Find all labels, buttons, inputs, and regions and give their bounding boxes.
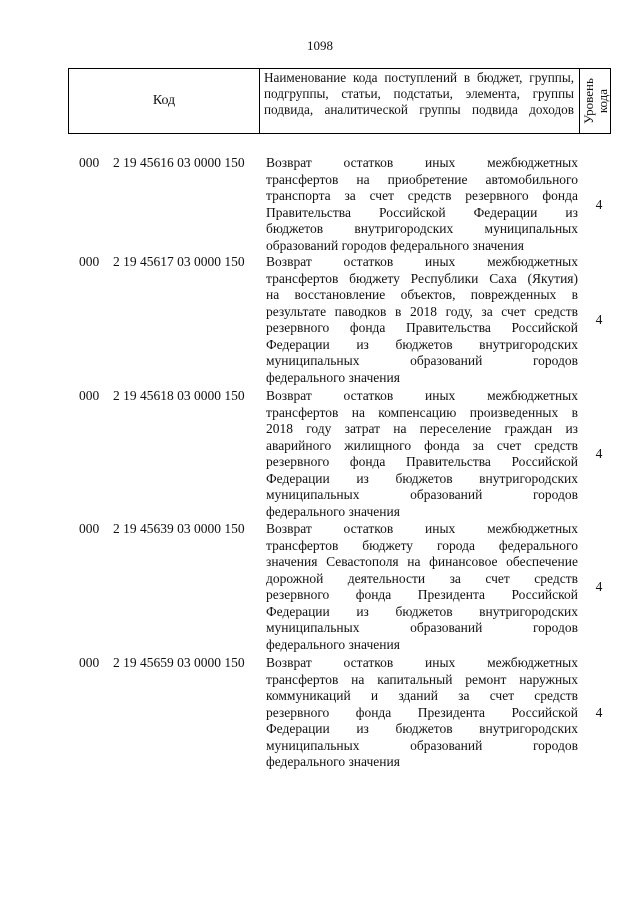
row-description-line: Федерации из бюджетов внутригородских <box>266 336 578 352</box>
row-description-line: муниципальных образований городов <box>266 620 578 635</box>
row-description-line: муниципальных образований городов <box>266 487 578 502</box>
row-level: 4 <box>595 446 603 461</box>
row-level: 4 <box>595 579 603 594</box>
row-description-line: Возврат остатков иных межбюджетных <box>266 521 578 536</box>
row-admin-code: 000 <box>79 254 100 269</box>
row-description-line: Правительства Российской Федерации из <box>266 204 578 220</box>
row-description-line: трансфертов бюджету Республики Саха (Якутия) <box>266 270 578 286</box>
row-description-line: резервного фонда Президента Российской <box>266 587 578 602</box>
row-description-line: образований городов федерального значения <box>266 237 524 253</box>
row-budget-code: 2 19 45639 03 0000 150 <box>113 521 245 536</box>
row-description-line: результате паводков в 2018 году, за счет средств <box>266 303 578 319</box>
row-description-line: резервного фонда Правительства Российской <box>266 454 578 469</box>
page-number: 1098 <box>307 38 333 53</box>
row-description-line: Возврат остатков иных межбюджетных <box>266 155 578 170</box>
row-description-line: муниципальных образований городов <box>266 737 578 753</box>
row-description-line: 2018 году затрат на переселение граждан из <box>266 421 578 436</box>
row-description-line: федерального значения <box>266 636 400 652</box>
row-description <box>266 521 578 653</box>
row-level: 4 <box>595 312 603 327</box>
row-description-line: резервного фонда Президента Российской <box>266 704 578 720</box>
row-description-line: трансфертов бюджету города федерального <box>266 537 578 553</box>
row-description-line: муниципальных образований городов <box>266 353 578 368</box>
row-description <box>266 388 578 520</box>
row-description <box>266 254 578 386</box>
row-admin-code: 000 <box>79 388 100 403</box>
row-budget-code: 2 19 45617 03 0000 150 <box>113 254 245 269</box>
row-description-line: трансфертов на компенсацию произведенных в <box>266 404 578 420</box>
row-description-line: Федерации из бюджетов внутригородских <box>266 470 578 486</box>
row-description-line: трансфертов на приобретение автомобильного <box>266 171 578 187</box>
row-description-line: Возврат остатков иных межбюджетных <box>266 388 578 403</box>
header-name-label: Наименование кода поступлений в бюджет, группы, подгруппы, статьи, подстатьи, элемента, группы подвида, аналитической группы подвида доходов <box>264 70 574 117</box>
table-header <box>68 68 611 134</box>
row-description-line: Федерации из бюджетов внутригородских <box>266 721 578 736</box>
row-description-line: дорожной деятельности за счет средств <box>266 570 578 586</box>
row-description-line: аварийного жилищного фонда за счет средств <box>266 437 578 453</box>
row-description-line: значения Севастополя на финансовое обеспечение <box>266 554 578 569</box>
row-description-line: трансфертов на капитальный ремонт наружных <box>266 671 578 687</box>
row-description <box>266 655 578 771</box>
header-level-label-line1: Уровень <box>581 78 596 124</box>
header-code-label: Код <box>69 69 260 133</box>
row-description-line: бюджетов внутригородских муниципальных <box>266 221 578 236</box>
row-description-line: федерального значения <box>266 503 400 519</box>
row-level: 4 <box>595 196 603 212</box>
row-description <box>266 155 578 254</box>
row-admin-code: 000 <box>79 155 100 170</box>
row-description-line: коммуникаций и зданий за счет средств <box>266 688 578 703</box>
row-admin-code: 000 <box>79 521 100 536</box>
header-level-label <box>582 78 610 124</box>
row-budget-code: 2 19 45618 03 0000 150 <box>113 388 245 403</box>
row-description-line: резервного фонда Правительства Российской <box>266 320 578 335</box>
row-budget-code: 2 19 45616 03 0000 150 <box>113 155 245 170</box>
row-description-line: Федерации из бюджетов внутригородских <box>266 603 578 619</box>
row-description-line: федерального значения <box>266 369 400 385</box>
row-admin-code: 000 <box>79 655 100 670</box>
row-budget-code: 2 19 45659 03 0000 150 <box>113 655 245 670</box>
header-level-label-line2: кода <box>595 88 610 114</box>
row-level: 4 <box>595 704 603 720</box>
row-description-line: Возврат остатков иных межбюджетных <box>266 254 578 269</box>
row-description-line: на восстановление объектов, поврежденных в <box>266 287 578 302</box>
row-description-line: транспорта за счет средств резервного фонда <box>266 188 578 203</box>
header-level-cell <box>579 69 612 133</box>
row-description-line: Возврат остатков иных межбюджетных <box>266 655 578 670</box>
row-description-line: федерального значения <box>266 754 400 769</box>
